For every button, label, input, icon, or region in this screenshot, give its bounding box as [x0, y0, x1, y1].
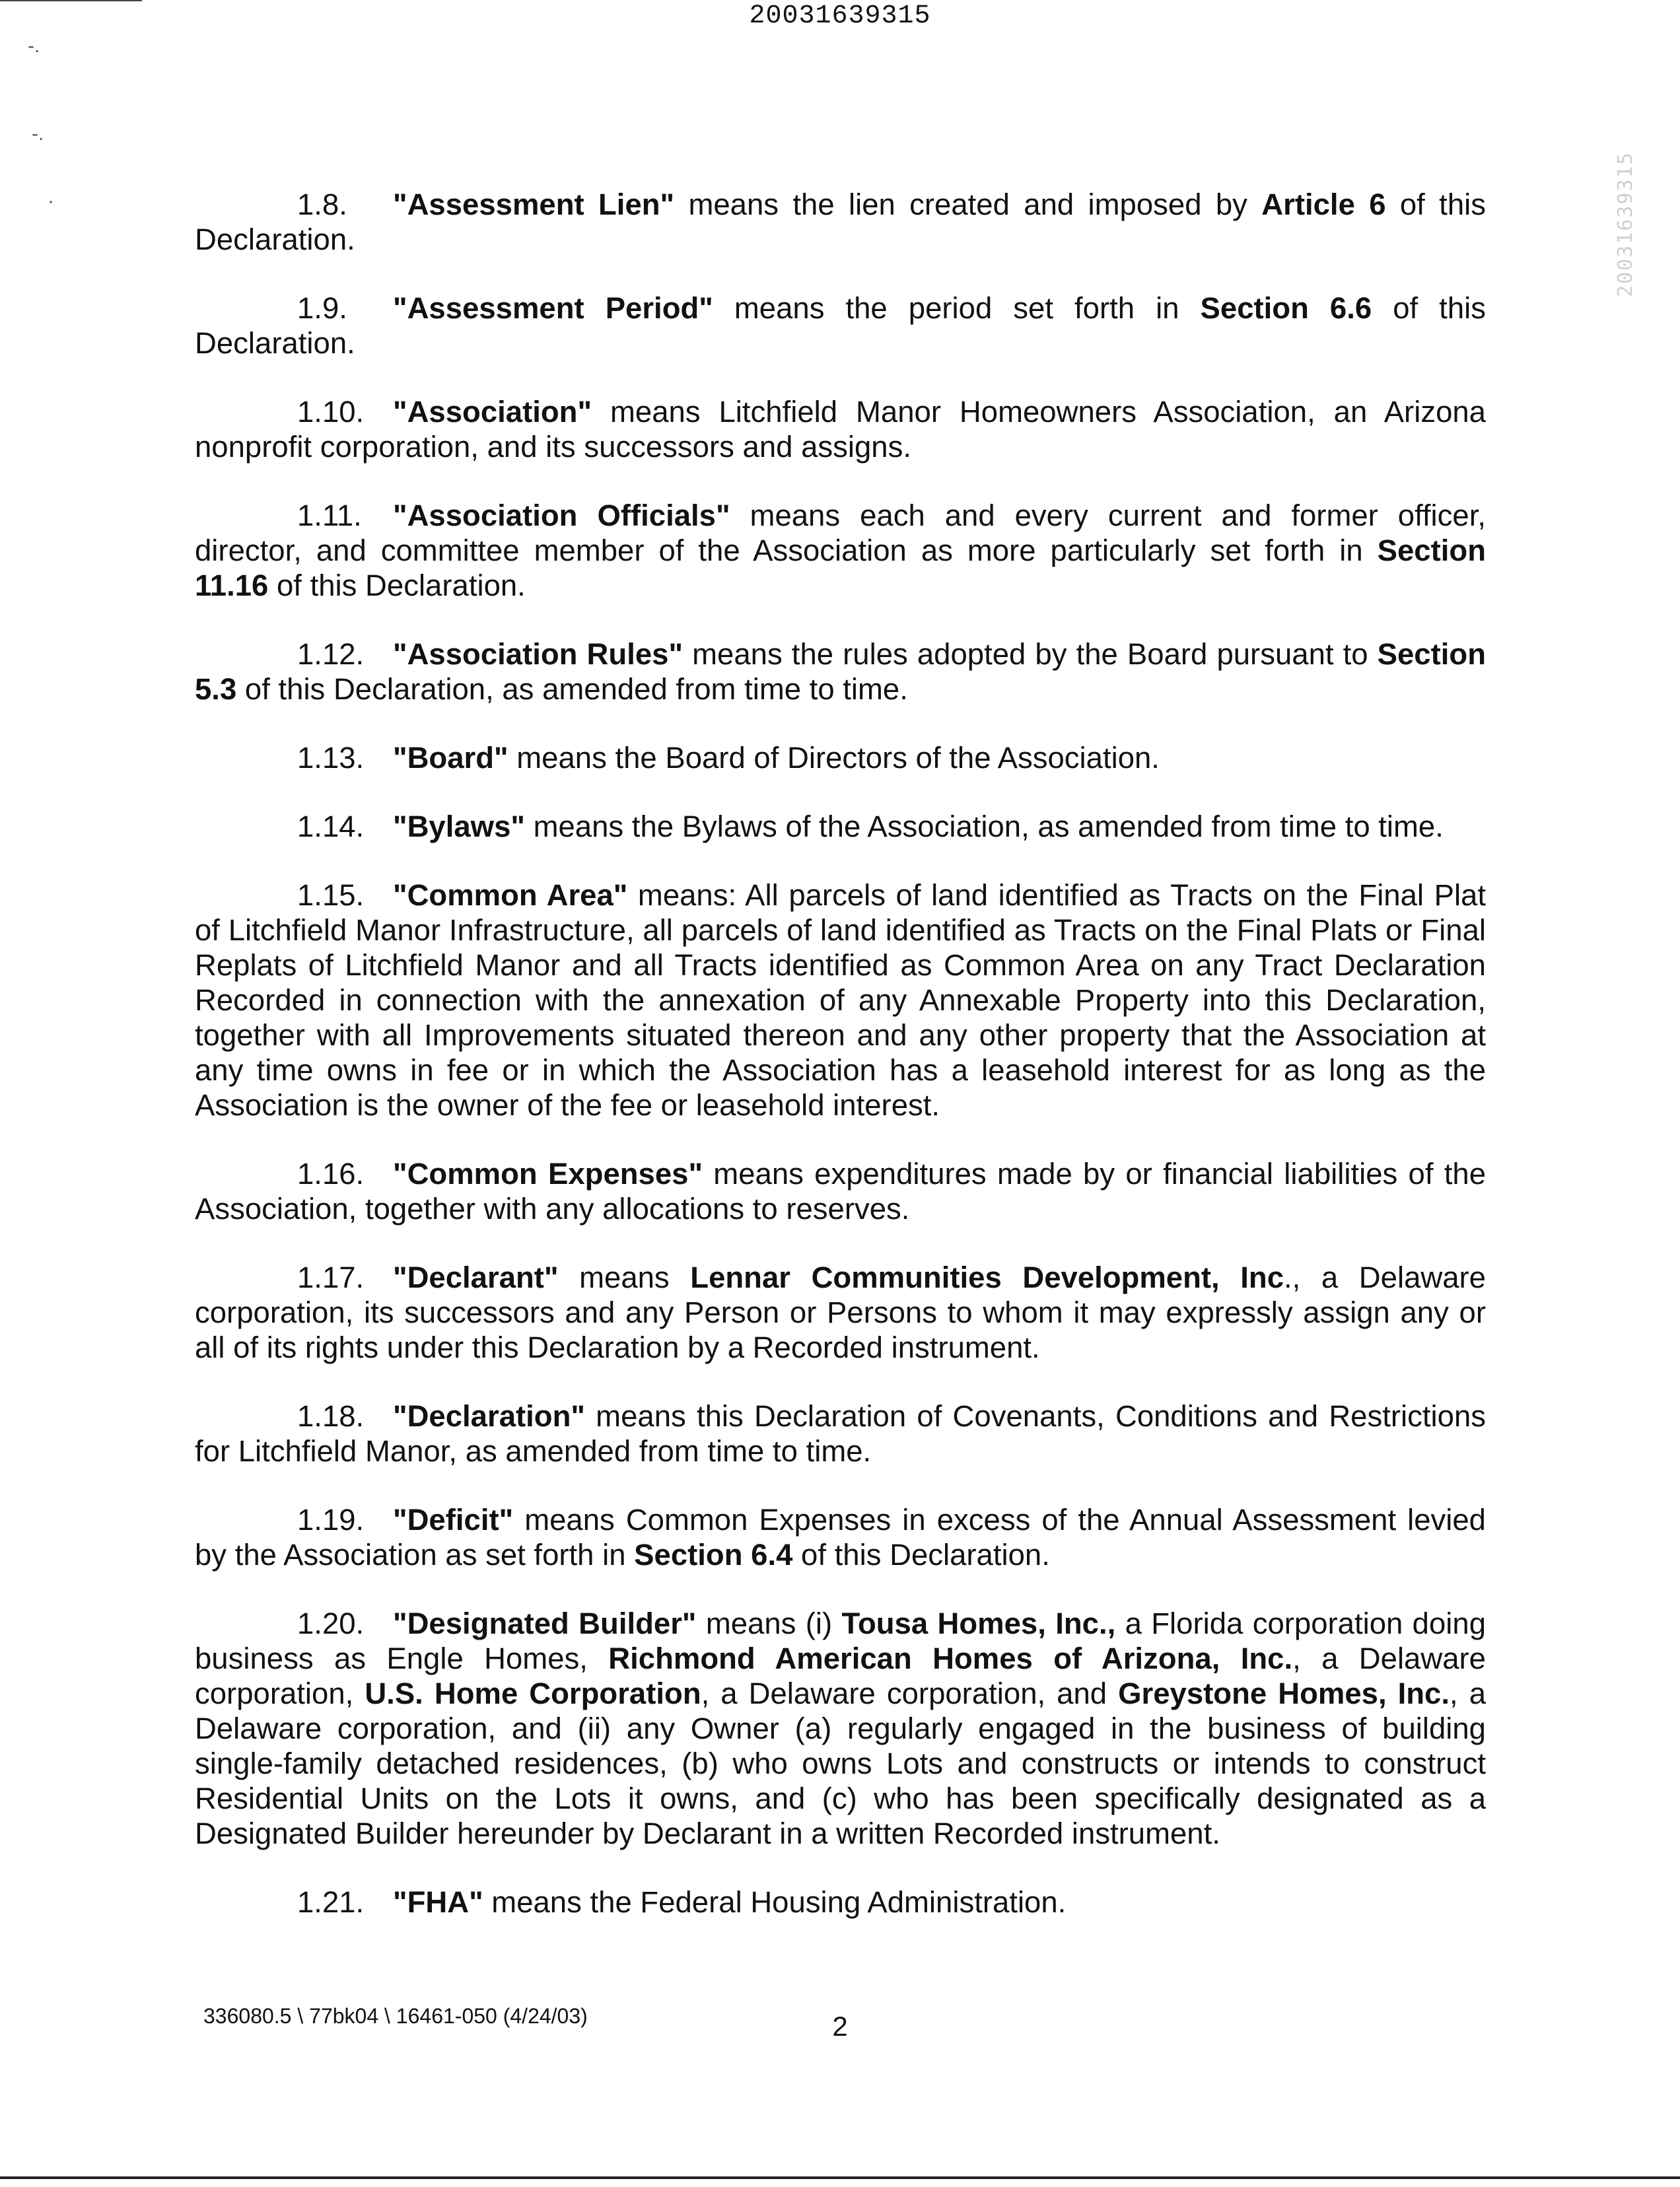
section-number: 1.21. — [297, 1885, 365, 1919]
bottom-rule — [0, 2176, 1680, 2179]
paragraph-text: means expenditures made by or financial liabilities of the Association, together with any allocations to reserves. — [195, 1157, 1486, 1226]
bold-term: "Association" — [393, 395, 592, 429]
paragraph-text: , a Delaware corporation, and — [701, 1677, 1119, 1710]
paragraph-text: means Litchfield Manor Homeowners Association, an Arizona nonprofit corporation, and its successors and assigns. — [195, 395, 1486, 464]
paragraph-text: of this Declaration. — [792, 1538, 1050, 1572]
bold-term: "Board" — [393, 741, 508, 775]
section-number: 1.10. — [297, 395, 365, 429]
definition-paragraph — [195, 1156, 1486, 1226]
footer-reference: 336080.5 \ 77bk04 \ 16461-050 (4/24/03) — [203, 2004, 588, 2028]
scan-mark: · — [48, 190, 54, 212]
definition-paragraph — [195, 394, 1486, 464]
definition-paragraph — [195, 1260, 1486, 1365]
paragraph-text: means the Bylaws of the Association, as amended from time to time. — [524, 810, 1444, 843]
definition-paragraph — [195, 740, 1486, 775]
paragraph-text: of this Declaration. — [268, 569, 526, 602]
definition-paragraph — [195, 637, 1486, 707]
paragraph-text: means — [558, 1261, 691, 1294]
definition-paragraph — [195, 878, 1486, 1123]
document-number: 20031639315 — [749, 1, 931, 31]
paragraph-text: of this Declaration. — [195, 291, 1486, 360]
definition-paragraph — [195, 1502, 1486, 1572]
bold-term: Lennar Communities Development, Inc — [690, 1261, 1284, 1294]
definitions-body — [195, 187, 1486, 1953]
definition-paragraph — [195, 291, 1486, 361]
definition-paragraph — [195, 187, 1486, 257]
definition-paragraph — [195, 809, 1486, 844]
scan-mark: -. — [28, 35, 40, 57]
section-number: 1.20. — [297, 1607, 365, 1640]
section-number: 1.18. — [297, 1399, 365, 1433]
bold-term: U.S. Home Corporation — [365, 1677, 701, 1710]
bold-term: Section 5.3 — [195, 637, 1486, 706]
paragraph-text: means the lien created and imposed by — [674, 188, 1262, 221]
bold-term: Richmond American Homes of Arizona, Inc. — [608, 1642, 1293, 1675]
bold-term: "Declaration" — [393, 1399, 585, 1433]
bold-term: Greystone Homes, Inc. — [1118, 1677, 1450, 1710]
section-number: 1.12. — [297, 637, 365, 671]
margin-stamp: 20031639315 — [1614, 151, 1637, 297]
section-number: 1.19. — [297, 1503, 365, 1537]
scan-mark: -. — [32, 123, 44, 145]
section-number: 1.9. — [297, 291, 347, 325]
bold-term: "Assessment Lien" — [393, 188, 675, 221]
definition-paragraph — [195, 1885, 1486, 1920]
bold-term: "Designated Builder" — [393, 1607, 697, 1640]
paragraph-text: means the Federal Housing Administration. — [483, 1885, 1067, 1919]
section-number: 1.8. — [297, 188, 347, 221]
paragraph-text: means: All parcels of land identified as Tracts on the Final Plat of Litchfield Manor Infrastructure, all parcels of land identified as Tracts on the Final Plats or Final Replats of Litchfield Manor and all Tracts identified as Common Area on any Tract Declaration Recorded in connection with the annexation of any Annexable Property into this Declaration, together with all Improvements situated thereon and any other property that the Association at any time owns in fee or in which the Association has a leasehold interest for as long as the Association is the owner of the fee or leasehold interest. — [195, 878, 1486, 1122]
paragraph-text: means Common Expenses in excess of the Annual Assessment levied by the Association as set forth in — [195, 1503, 1486, 1572]
bold-term: "Common Expenses" — [393, 1157, 703, 1191]
paragraph-text: of this Declaration. — [195, 188, 1486, 256]
section-number: 1.17. — [297, 1261, 365, 1294]
bold-term: "Association Rules" — [393, 637, 683, 671]
paragraph-text: means the rules adopted by the Board pursuant to — [683, 637, 1378, 671]
bold-term: "Association Officials" — [393, 499, 730, 532]
paragraph-text: means the Board of Directors of the Association. — [508, 741, 1160, 775]
bold-term: "Bylaws" — [393, 810, 525, 843]
paragraph-text: means this Declaration of Covenants, Conditions and Restrictions for Litchfield Manor, as amended from time to time. — [195, 1399, 1486, 1468]
section-number: 1.16. — [297, 1157, 365, 1191]
section-number: 1.14. — [297, 810, 365, 843]
paragraph-text: means each and every current and former officer, director, and committee member of the Association as more particularly set forth in — [195, 499, 1487, 567]
paragraph-text: , a Delaware corporation, and (ii) any Owner (a) regularly engaged in the business of building single-family detached residences, (b) who owns Lots and constructs or intends to construct Residential Units on the Lots it owns, and (c) who has been specifically designated as a Designated Builder hereunder by Declarant in a written Recorded instrument. — [195, 1677, 1486, 1850]
bold-term: Section 6.6 — [1200, 291, 1372, 325]
definition-paragraph — [195, 498, 1486, 603]
paragraph-text: , a Delaware corporation, — [195, 1642, 1486, 1710]
bold-term: "Assessment Period" — [393, 291, 713, 325]
bold-term: "Common Area" — [393, 878, 628, 912]
definition-paragraph — [195, 1606, 1486, 1851]
bold-term: Section 11.16 — [195, 534, 1486, 602]
definition-paragraph — [195, 1399, 1486, 1469]
paragraph-text: means (i) — [696, 1607, 842, 1640]
section-number: 1.11. — [297, 499, 362, 532]
bold-term: "Deficit" — [393, 1503, 514, 1537]
paragraph-text: ., a Delaware corporation, its successors and any Person or Persons to whom it may expressly assign any or all of its rights under this Declaration by a Recorded instrument. — [195, 1261, 1486, 1364]
section-number: 1.15. — [297, 878, 365, 912]
bold-term: "FHA" — [393, 1885, 483, 1919]
page-number: 2 — [832, 2011, 848, 2042]
paragraph-text: means the period set forth in — [713, 291, 1201, 325]
paragraph-text: a Florida corporation doing business as Engle Homes, — [195, 1607, 1487, 1675]
bold-term: Article 6 — [1261, 188, 1386, 221]
bold-term: Section 6.4 — [634, 1538, 793, 1572]
bold-term: Tousa Homes, Inc., — [841, 1607, 1116, 1640]
paragraph-text: of this Declaration, as amended from time to time. — [236, 672, 908, 706]
bold-term: "Declarant" — [393, 1261, 559, 1294]
section-number: 1.13. — [297, 741, 365, 775]
